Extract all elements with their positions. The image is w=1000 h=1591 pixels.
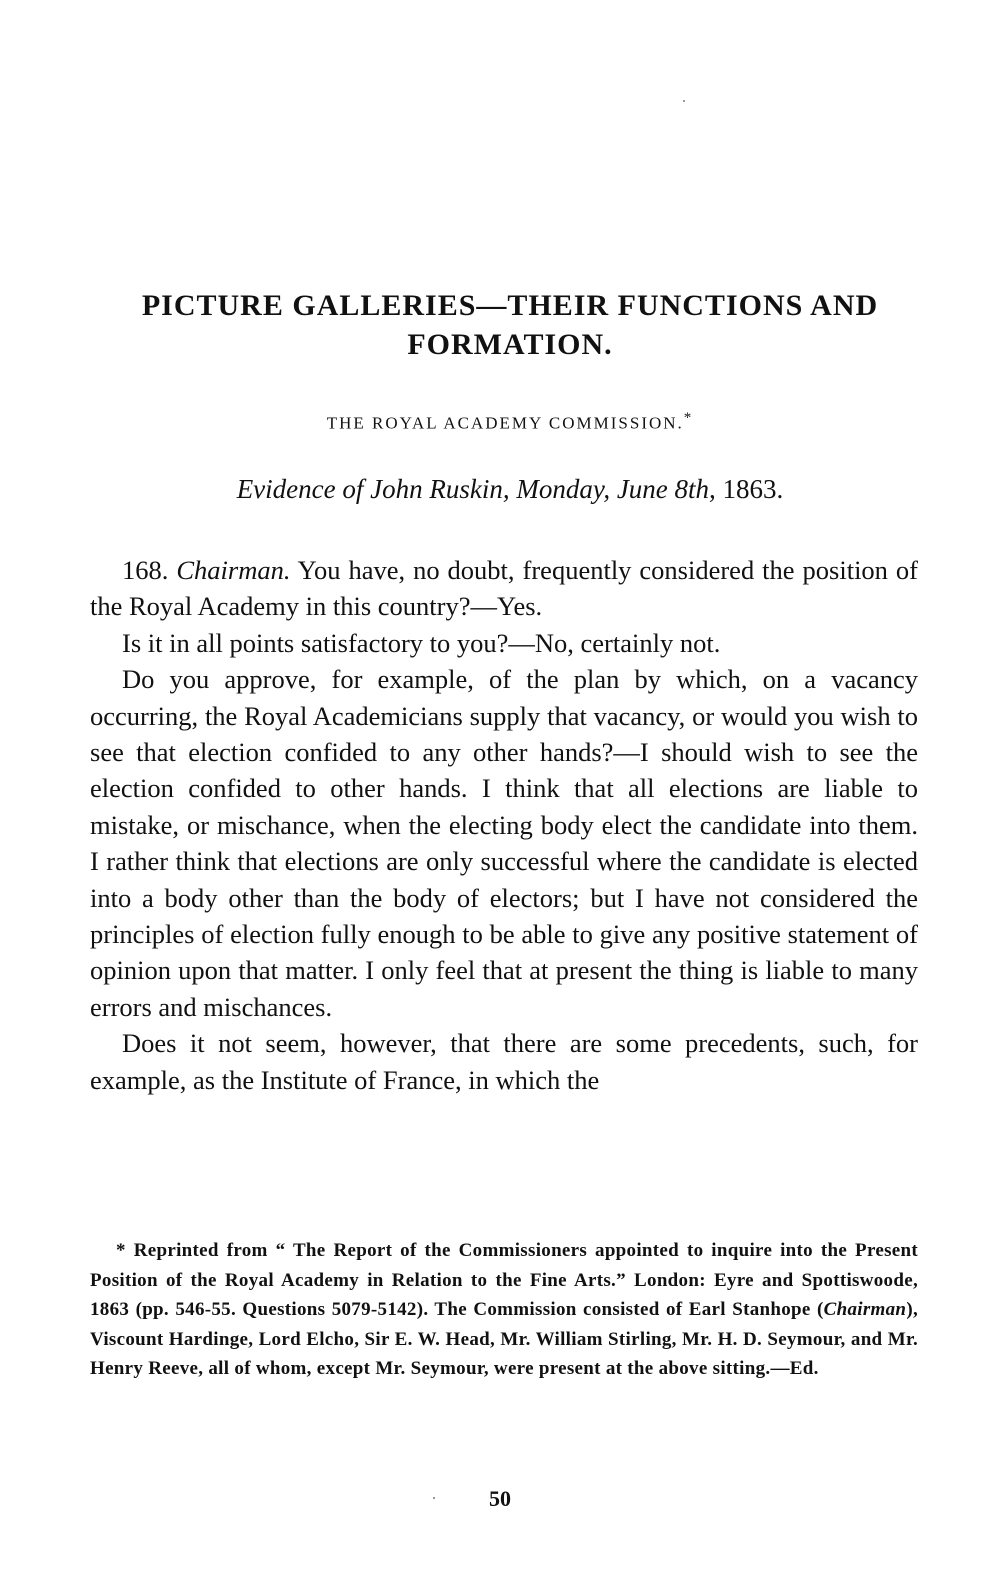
paragraph-text: Is it in all points satisfactory to you?—No, certainly not. <box>122 627 721 658</box>
paragraph <box>90 552 918 625</box>
body-text <box>90 552 918 1098</box>
paragraph-text: Do you approve, for example, of the plan by which, on a vacancy occurring, the Royal Academicians supply that vacancy, or would you wish to see that election confided to any other hands?—I should wish to see the election confided to other hands. I think that all elections are liable to mistake, or mischance, when the electing body elect the candidate into them. I rather think that elections are only successful where the candidate is elected into a body other than the body of electors; but I have not considered the principles of election fully enough to be able to give any positive statement of opinion upon that matter. I only feel that at present the thing is liable to many errors and mischances. <box>90 664 918 1022</box>
scan-speck <box>433 1497 435 1499</box>
footnote-paragraph <box>90 1236 918 1384</box>
footnote-mark: * <box>116 1240 126 1261</box>
footnote <box>90 1236 918 1384</box>
paragraph <box>90 625 918 661</box>
title-line-2: FORMATION. <box>407 328 613 361</box>
footnote-editor-mark: Ed. <box>789 1358 819 1379</box>
page-number: 50 <box>489 1486 511 1511</box>
paragraph-text: Does it not seem, however, that there are some precedents, such, for example, as the Institute of France, in which the <box>90 1028 918 1095</box>
footnote-text-part-1: Reprinted from “ The Report of the Commissioners appointed to inquire into the Present Position of the Royal Academy in Relation to the Fine Arts.” London: Eyre and Spottiswoode, 1863 (pp. 546-55. Questions 5079-5142). The Commission consisted of Earl Stanhope ( <box>90 1240 918 1320</box>
question-number: 168. <box>122 555 169 585</box>
paragraph-text: You have, no doubt, frequently considered the position of the Royal Academy in this country?—Yes. <box>90 555 918 622</box>
evidence-heading <box>80 474 940 505</box>
paragraph <box>90 661 918 1025</box>
footnote-chairman: Chairman <box>823 1299 907 1320</box>
page-title <box>80 286 940 364</box>
speaker-name: Chairman. <box>176 555 291 585</box>
paragraph <box>90 1025 918 1098</box>
scan-speck <box>683 100 685 102</box>
evidence-heading-text: Evidence of John Ruskin, Monday, June 8th, <box>236 474 716 504</box>
evidence-year: 1863. <box>722 474 784 504</box>
footnote-text-part-2: ), Viscount Hardinge, Lord Elcho, Sir E. W. Head, Mr. William Stirling, Mr. H. D. Seymour, and Mr. Henry Reeve, all of whom, except Mr. Seymour, were present at the above sitting.— <box>90 1299 918 1379</box>
footnote-reference-mark: * <box>683 410 694 426</box>
subtitle-text: THE ROYAL ACADEMY COMMISSION. <box>326 413 684 433</box>
section-subtitle <box>80 410 940 434</box>
title-line-1: PICTURE GALLERIES—THEIR FUNCTIONS AND <box>141 289 879 322</box>
